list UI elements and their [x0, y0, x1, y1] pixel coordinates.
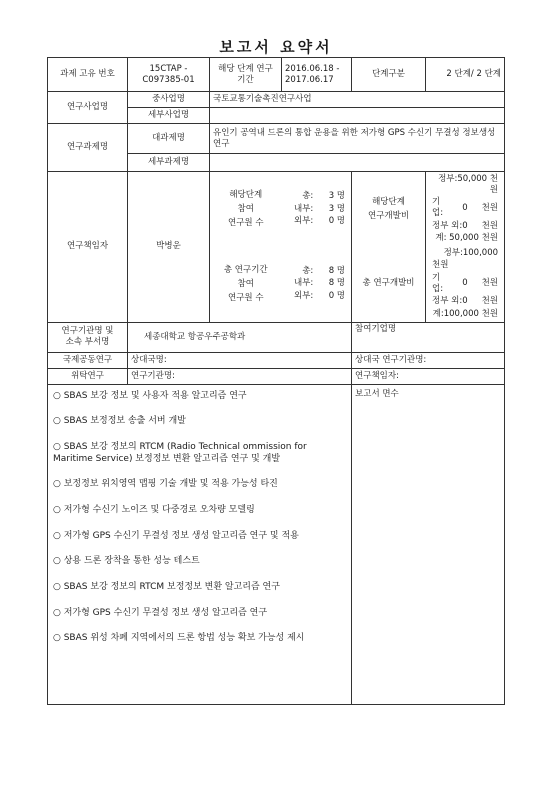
period-value: 2016.06.18 - 2017.06.17 [282, 58, 352, 92]
list-item: ○ 저가형 GPS 수신기 무결성 정보 생성 알고리즘 연구 및 적용 [53, 530, 299, 541]
org-value: 세종대학교 항공우주공학과 [128, 322, 352, 352]
org-label-2: 소속 부서명 [65, 337, 110, 347]
partner-label: 참여기업명 [352, 322, 505, 352]
sf-label-2: 연구개발비 [367, 210, 410, 221]
task-sub-label: 세부과제명 [128, 154, 210, 172]
task-label: 연구과제명 [48, 124, 128, 172]
tf-gov: 정부:100,000 [443, 247, 499, 258]
delegated-head: 연구책임자: [352, 368, 505, 384]
period-label: 해당 단계 연구 기간 [210, 58, 282, 92]
business-main-value: 국토교통기술촉진연구사업 [210, 92, 505, 108]
sf-nongov-label: 정부 외:0 [432, 220, 468, 231]
total-funds-label: 총 연구개발비 [352, 246, 426, 322]
sf-nongov-unit: 천원 [481, 220, 499, 231]
tp-total-label: 총: [302, 265, 314, 276]
summary-table [47, 57, 505, 705]
tf-gov-unit: 천원 [432, 260, 449, 271]
sp-label-3: 연구원 수 [227, 217, 264, 228]
tf-nongov-unit: 천원 [481, 296, 499, 307]
business-label: 연구사업명 [48, 92, 128, 124]
list-item: ○ SBAS 위성 차폐 지역에서의 드론 항법 성능 확보 가능성 제시 [53, 633, 305, 644]
business-sub-label: 세부사업명 [128, 108, 210, 124]
sf-label-1: 해당단계 [372, 196, 405, 207]
intl-label: 국제공동연구 [48, 352, 128, 368]
sp-label-2: 참여 [237, 203, 254, 214]
stage-value: 2 단계/ 2 단계 [426, 58, 505, 92]
list-item: ○ SBAS 보강 정보의 RTCM (Radio Technical ommission for Maritime Service) 보정정보 변환 알고리즘 연구 및 개발 [53, 441, 307, 464]
tp-internal-label: 내부: [293, 278, 314, 289]
sp-internal-value: 3 명 [328, 203, 346, 214]
total-funds-values [426, 246, 505, 322]
total-participants-label [210, 246, 282, 322]
tf-company-unit: 천원 [481, 278, 499, 289]
stage-funds-values [426, 172, 505, 246]
stage-participants-values [282, 172, 352, 246]
tp-label-1: 총 연구기간 [223, 264, 268, 275]
tf-company-label: 기업: [432, 273, 444, 294]
delegated-label: 위탁연구 [48, 368, 128, 384]
stage-funds-label [352, 172, 426, 246]
stage-label: 단계구분 [352, 58, 426, 92]
project-id-value: 15CTAP - C097385-01 [128, 58, 210, 92]
intl-org: 상대국 연구기관명: [352, 352, 505, 368]
project-id-label: 과제 고유 번호 [48, 58, 128, 92]
list-item: ○ 상용 드론 장착을 통한 성능 테스트 [53, 556, 200, 567]
sp-total-label: 총: [302, 190, 314, 201]
stage-participants-label [210, 172, 282, 246]
org-label [48, 322, 128, 352]
sf-sum: 계: 50,000 천원 [435, 233, 499, 244]
tp-label-2: 참여 [237, 278, 254, 289]
tp-internal-value: 8 명 [328, 278, 346, 289]
task-main-label: 대과제명 [128, 124, 210, 154]
list-item: ○ SBAS 보강 정보의 RTCM 보정정보 변환 알고리즘 연구 [53, 582, 280, 592]
tp-external-label: 외부: [293, 290, 314, 301]
sp-external-value: 0 명 [328, 216, 346, 227]
list-item: ○ 저가형 수신기 노이즈 및 다중경로 오차량 모델링 [53, 504, 255, 515]
tf-sum: 계:100,000 천원 [432, 308, 499, 319]
sf-gov: 정부:50,000 천원 [438, 174, 499, 195]
sf-company-label: 기업: [432, 197, 444, 218]
tf-nongov-label: 정부 외:0 [432, 296, 468, 307]
researcher-label: 연구책임자 [48, 172, 128, 323]
business-sub-value [210, 108, 505, 124]
list-item: ○ SBAS 보정정보 송출 서버 개발 [53, 416, 186, 427]
page-title: 보고서 요약서 [219, 38, 333, 56]
tp-label-3: 연구원 수 [227, 292, 264, 303]
tp-external-value: 0 명 [328, 290, 346, 301]
list-item: ○ 저가형 GPS 수신기 무결성 정보 생성 알고리즘 연구 [53, 607, 268, 618]
tf-company-value: 0 [462, 278, 468, 289]
project-id-row [48, 58, 505, 92]
sf-company-value: 0 [462, 202, 468, 213]
sp-external-label: 외부: [293, 216, 314, 227]
business-main-label: 중사업명 [128, 92, 210, 108]
report-pages-label: 보고서 면수 [352, 384, 505, 704]
sp-total-value: 3 명 [328, 190, 346, 201]
total-participants-values [282, 246, 352, 322]
tp-total-value: 8 명 [328, 265, 346, 276]
sp-internal-label: 내부: [293, 203, 314, 214]
research-items [48, 384, 352, 704]
intl-country: 상대국명: [128, 352, 352, 368]
task-sub-value [210, 154, 505, 172]
sf-company-unit: 천원 [481, 202, 499, 213]
list-item: ○ 보정정보 위치영역 맵핑 기술 개발 및 적용 가능성 타진 [53, 479, 278, 490]
sp-label-1: 해당단계 [229, 189, 263, 200]
org-label-1: 연구기관명 및 [61, 326, 114, 337]
task-main-value: 유인기 공역내 드론의 통합 운용을 위한 저가형 GPS 수신기 무결성 정보생성 연구 [210, 124, 505, 154]
list-item: ○ SBAS 보강 정보 및 사용자 적용 알고리즘 연구 [53, 390, 247, 401]
delegated-org: 연구기관명: [128, 368, 352, 384]
researcher-name: 박병운 [128, 172, 210, 323]
